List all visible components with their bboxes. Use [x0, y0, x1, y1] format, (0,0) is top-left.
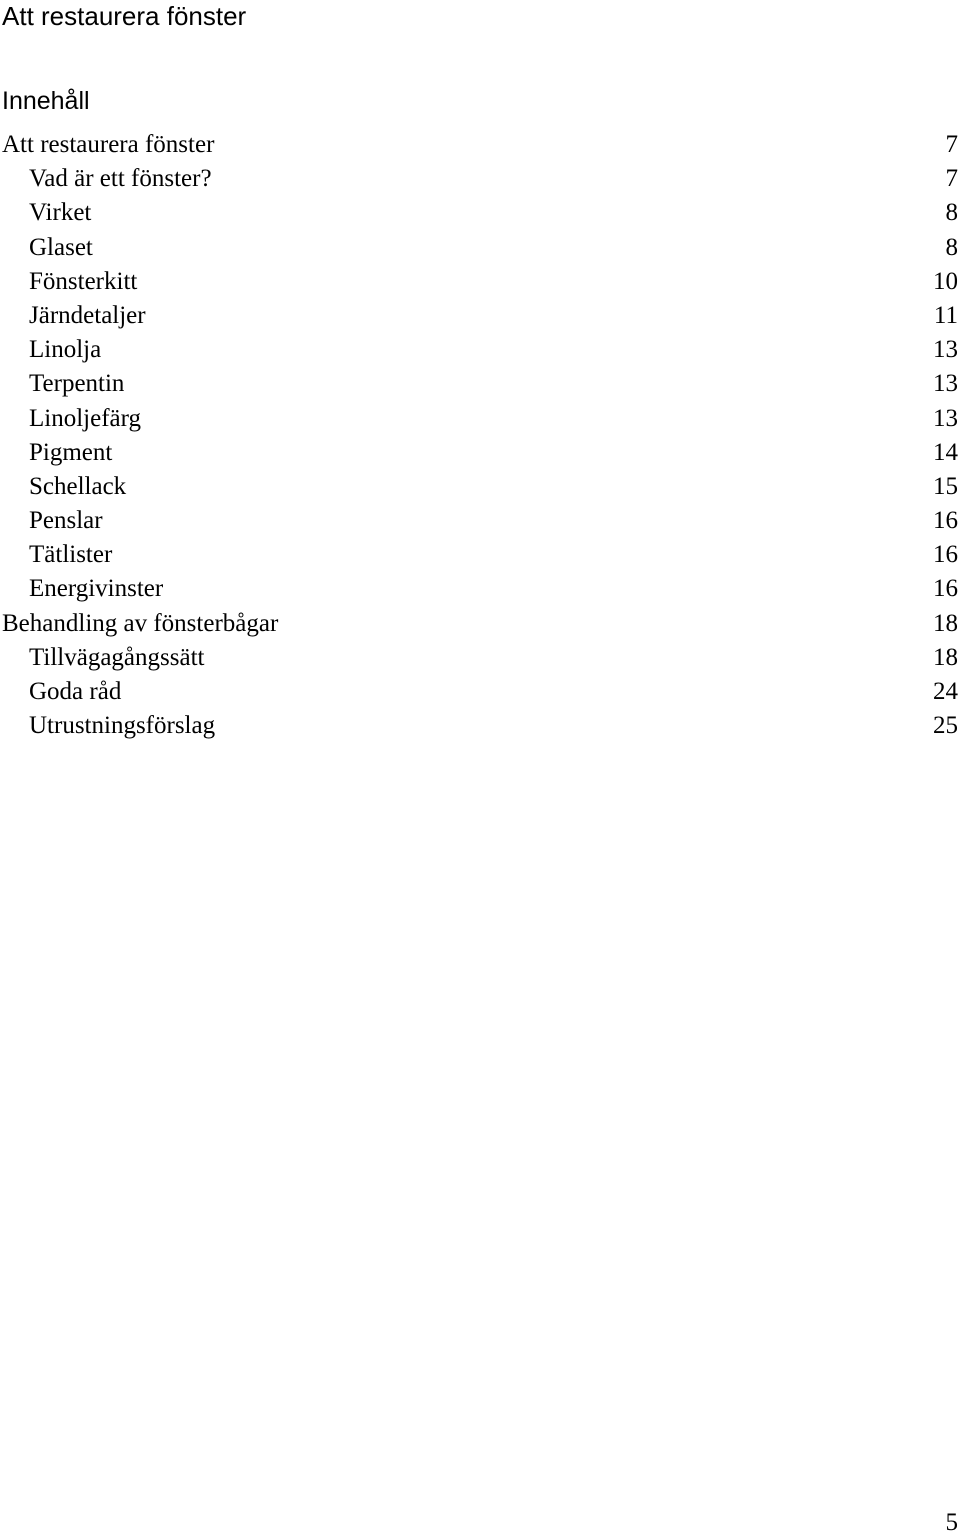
toc-entry-page: 7: [945, 131, 958, 158]
toc-entry-page: 11: [933, 301, 958, 329]
toc-entry-page: 7: [945, 165, 958, 193]
toc-entry-page: 16: [933, 541, 958, 569]
toc-entry-title: Schellack: [29, 472, 127, 500]
toc-entry-page: 13: [933, 336, 958, 364]
toc-entry-title: Goda råd: [29, 678, 122, 705]
toc-entry[interactable]: [0, 265, 960, 299]
toc-entry[interactable]: [0, 196, 960, 230]
toc-entry[interactable]: [0, 333, 960, 367]
toc-entry-title: Tillvägagångssätt: [29, 643, 205, 671]
toc-entry[interactable]: [0, 162, 960, 196]
toc-entry[interactable]: [0, 367, 960, 401]
toc-entry-page: 13: [933, 404, 958, 432]
toc-entry-title: Järndetaljer: [29, 301, 146, 329]
toc-entry-page: 18: [933, 643, 958, 671]
toc-entry-title: Pigment: [29, 438, 113, 466]
table-of-contents: [0, 128, 960, 743]
toc-entry-page: 25: [933, 712, 958, 740]
toc-entry[interactable]: [0, 299, 960, 333]
toc-entry-page: 24: [933, 678, 958, 705]
toc-entry-page: 16: [933, 507, 958, 535]
toc-entry-page: 14: [933, 438, 958, 466]
toc-entry[interactable]: [0, 128, 960, 162]
toc-entry-title: Utrustningsförslag: [29, 712, 216, 740]
toc-entry-title: Linolja: [29, 336, 102, 364]
toc-entry-page: 18: [933, 609, 958, 637]
toc-entry-title: Fönsterkitt: [29, 267, 138, 295]
toc-entry-page: 16: [933, 575, 958, 603]
toc-entry-title: Vad är ett fönster?: [29, 165, 212, 193]
toc-entry[interactable]: [0, 470, 960, 504]
toc-entry-title: Virket: [29, 199, 92, 227]
toc-entry-page: 8: [945, 233, 958, 261]
toc-entry-page: 8: [945, 199, 958, 227]
document-title: Att restaurera fönster: [2, 1, 247, 31]
toc-entry[interactable]: [0, 538, 960, 572]
toc-entry-title: Tätlister: [29, 541, 113, 569]
page-number: 5: [945, 1509, 958, 1536]
toc-entry-title: Behandling av fönsterbågar: [2, 609, 279, 637]
toc-entry[interactable]: [0, 231, 960, 265]
toc-entry[interactable]: [0, 436, 960, 470]
toc-entry[interactable]: [0, 709, 960, 743]
toc-entry[interactable]: [0, 572, 960, 606]
toc-entry-page: 13: [933, 370, 958, 398]
toc-entry-page: 15: [933, 472, 958, 500]
toc-entry-page: 10: [933, 267, 958, 295]
toc-entry-title: Att restaurera fönster: [2, 131, 215, 158]
toc-heading: Innehåll: [2, 87, 90, 115]
toc-entry-title: Terpentin: [29, 370, 125, 398]
toc-entry[interactable]: [0, 504, 960, 538]
toc-entry[interactable]: [0, 641, 960, 675]
toc-entry-title: Linoljefärg: [29, 404, 141, 432]
toc-entry-title: Penslar: [29, 507, 103, 535]
toc-entry-title: Glaset: [29, 233, 93, 261]
toc-entry[interactable]: [0, 607, 960, 641]
toc-entry[interactable]: [0, 402, 960, 436]
toc-entry-title: Energivinster: [29, 575, 164, 603]
toc-entry[interactable]: [0, 675, 960, 709]
